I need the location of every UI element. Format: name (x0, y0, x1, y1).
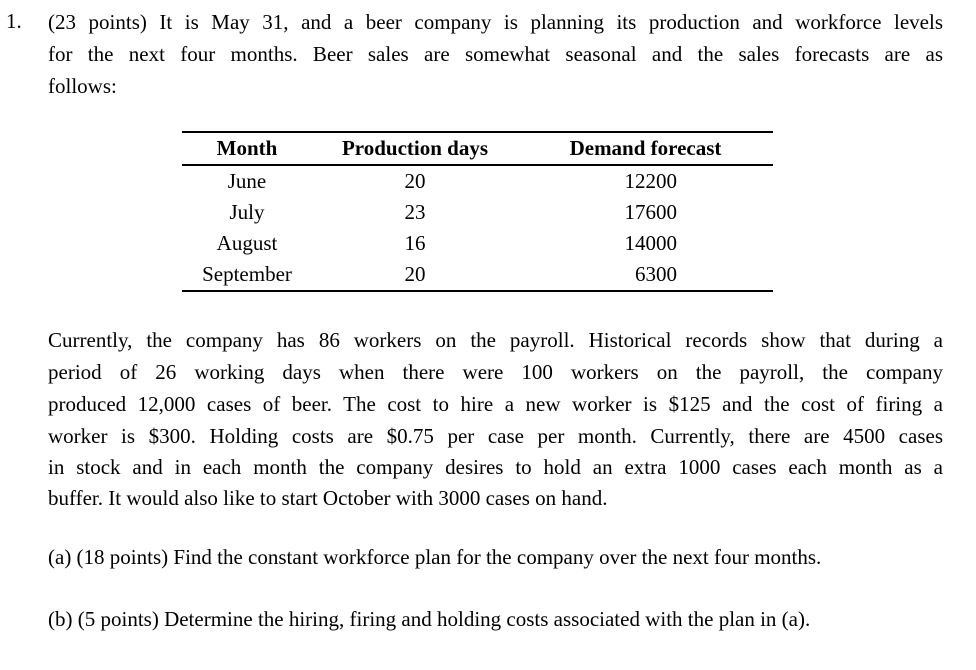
text-line: worker is $300. Holding costs are $0.75 per case per month. Currently, there are 4500 cases (48, 424, 943, 448)
text-line: in stock and in each month the company desires to hold an extra 1000 cases each month as a (48, 455, 943, 479)
text-line: buffer. It would also like to start October with 3000 cases on hand. (48, 486, 608, 510)
cell: 20 (404, 169, 426, 193)
table-row (182, 228, 773, 259)
cell: August (216, 231, 278, 255)
header-production-days: Production days (312, 132, 518, 165)
table-row (182, 259, 773, 291)
cell: 14000 (624, 231, 677, 255)
table-row (182, 197, 773, 228)
cell: 20 (404, 262, 426, 286)
cell: 16 (404, 231, 426, 255)
table-row (182, 165, 773, 197)
header-month: Month (182, 132, 312, 165)
cell: September (202, 262, 292, 286)
cell: June (227, 169, 267, 193)
cell: 23 (404, 200, 426, 224)
text-line: for the next four months. Beer sales are somewhat seasonal and the sales forecasts are as (48, 42, 943, 66)
text-line: produced 12,000 cases of beer. The cost to hire a new worker is $125 and the cost of firing a (48, 392, 943, 416)
text-line: follows: (48, 74, 117, 98)
cell: 17600 (624, 200, 677, 224)
text-line: period of 26 working days when there were 100 workers on the payroll, the company (48, 360, 943, 384)
cell: 12200 (624, 169, 677, 193)
forecast-table (182, 131, 773, 292)
header-demand-forecast: Demand forecast (518, 132, 773, 165)
part-a: (a) (18 points) Find the constant workforce plan for the company over the next four months. (48, 545, 822, 569)
problem-number: 1. (6, 9, 22, 33)
text-line: (23 points) It is May 31, and a beer company is planning its production and workforce levels (48, 10, 943, 34)
cell: July (229, 200, 265, 224)
cell: 6300 (635, 262, 677, 286)
text-line: Currently, the company has 86 workers on the payroll. Historical records show that during a (48, 328, 943, 352)
part-b: (b) (5 points) Determine the hiring, firing and holding costs associated with the plan in (a). (48, 607, 811, 631)
